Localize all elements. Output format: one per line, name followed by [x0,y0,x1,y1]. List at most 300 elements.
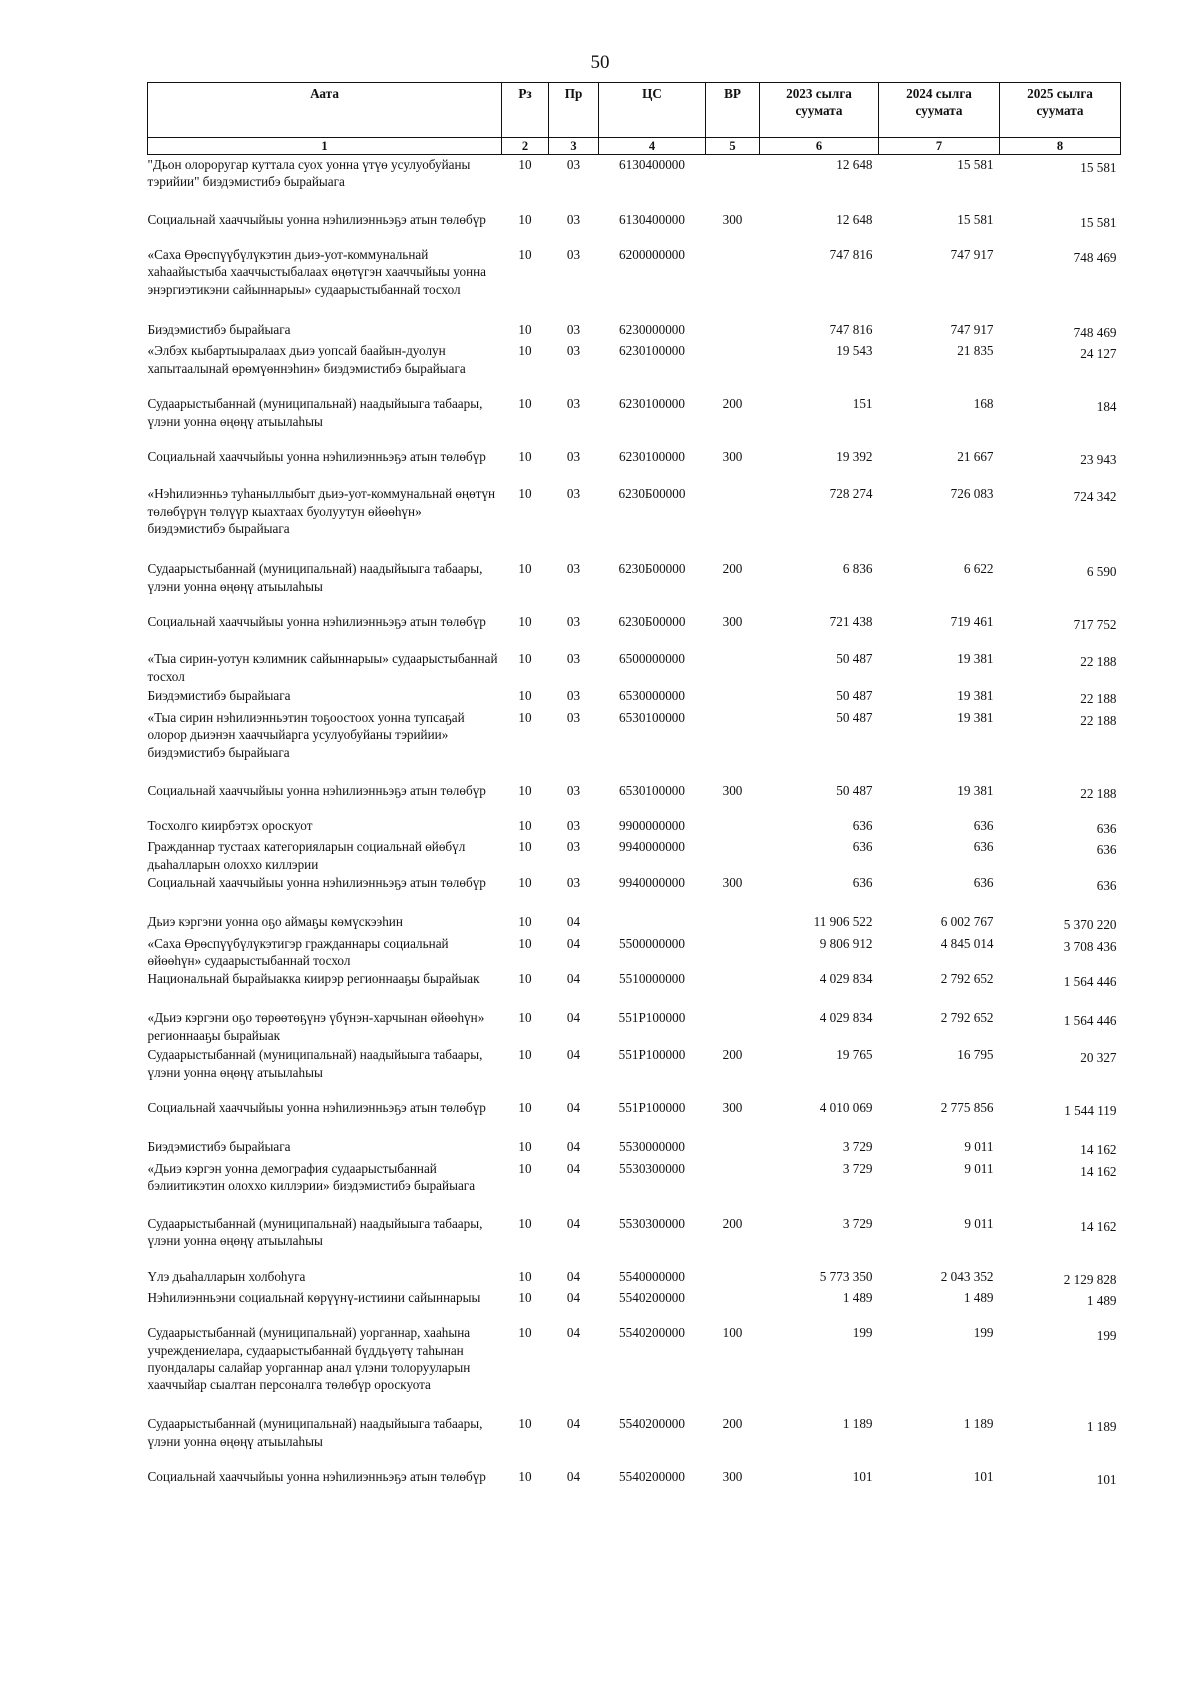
row-value-2024: 747 917 [950,322,994,337]
row-value-2024-cell [879,394,1000,447]
row-value-2025-cell [1000,969,1121,1008]
row-rz-cell: 10 [518,247,532,262]
row-value-2025-cell [1000,394,1121,447]
row-vr-cell [706,969,760,1008]
row-pr-cell: 04 [566,1268,581,1284]
row-rz-cell: 10 [518,1010,532,1026]
row-value-2023: 728 274 [829,486,873,502]
header-pr: Пр [549,83,599,138]
row-value-2025: 6 590 [1086,564,1117,580]
row-value-2025-cell [1000,210,1121,245]
row-value-2023-cell [760,1098,879,1137]
column-number: 3 [549,138,599,155]
header-cs: ЦС [599,83,706,138]
table-row [148,686,1121,707]
row-value-2025: 1 189 [1086,1419,1117,1435]
row-value-2024: 21 667 [957,449,994,465]
table-row [148,210,1121,245]
row-value-2023: 1 489 [842,1290,873,1306]
row-value-2025-cell [1000,612,1121,649]
table-row [148,155,1121,211]
table-row [148,873,1121,912]
row-rz-cell: 10 [518,817,532,833]
row-value-2023-cell [760,969,879,1008]
row-value-2025-cell [1000,484,1121,559]
table-body [148,155,1121,1499]
row-vr-cell: 300 [722,1100,743,1116]
row-value-2024: 199 [973,1325,994,1341]
row-value-2025-cell [1000,245,1121,320]
row-value-2025-cell [1000,559,1121,612]
row-vr-cell [706,708,760,781]
row-name-cell: Биэдэмистибэ бырайыага [147,322,291,337]
row-rz-cell: 10 [518,396,532,412]
row-name-cell: Үлэ дьаһалларын холбоһуга [147,1268,306,1284]
row-value-2023: 636 [852,875,873,891]
row-name-cell: Социальнай хааччыйыы уонна нэһилиэнньэҕэ атын төлөбүр [147,875,486,891]
row-value-2025-cell [1000,686,1121,707]
column-number: 1 [148,138,502,155]
row-value-2024-cell [879,1467,1000,1498]
row-rz-cell: 10 [518,1215,532,1231]
row-value-2025: 3 708 436 [1063,938,1117,954]
row-value-2025-cell [1000,155,1121,211]
row-value-2025-cell [1000,1414,1121,1467]
row-value-2023-cell [760,816,879,837]
row-value-2023-cell [760,837,879,873]
row-pr-cell: 03 [566,614,581,630]
row-value-2023-cell [760,686,879,707]
row-name-cell: Судаарыстыбаннай (муниципальнай) наадыйыыга табаары, үлэни уонна өңөңү атыылаһыы [147,1047,483,1080]
table-row [148,1159,1121,1214]
row-value-2023: 6 836 [842,561,873,577]
table-row [148,816,1121,837]
row-name-cell: Биэдэмистибэ бырайыага [147,1139,291,1155]
row-pr-cell: 04 [566,1469,581,1485]
row-value-2025: 1 544 119 [1064,1103,1117,1119]
page-number: 50 [590,52,610,73]
row-cs-cell: 5510000000 [619,971,685,987]
row-name-cell: Социальнай хааччыйыы уонна нэһилиэнньэҕэ атын төлөбүр [147,782,486,798]
row-cs-cell: 5540200000 [619,1416,685,1432]
row-value-2023-cell [760,708,879,781]
row-vr-cell [706,1288,760,1323]
row-value-2023-cell [760,612,879,649]
row-value-2024-cell [879,484,1000,559]
row-name-cell: «Элбэх кыбартыыралаах дьиэ уопсай баайын-дуолун хапытаалынай өрөмүөннэһин» биэдэмистибэ бырайыага [147,343,466,376]
row-vr-cell: 200 [722,1047,743,1063]
row-cs-cell: 9940000000 [619,839,685,855]
row-value-2023-cell [760,873,879,912]
row-name-cell: «Саха Өрөспүүбүлүкэтигэр гражданнары социальнай өйөөһүн» судаарыстыбаннай тосхол [147,935,449,968]
row-vr-cell: 200 [722,1215,743,1231]
row-rz-cell: 10 [518,1290,532,1306]
row-value-2025: 22 188 [1080,712,1117,728]
column-number: 6 [760,138,879,155]
row-value-2024: 9 011 [964,1139,994,1155]
row-rz-cell: 10 [518,1325,532,1341]
row-pr-cell: 03 [566,688,581,704]
row-pr-cell: 04 [566,1047,581,1063]
table-row [148,649,1121,686]
row-value-2024: 9 011 [964,1215,994,1231]
row-pr-cell: 04 [566,1100,581,1116]
row-vr-cell [706,912,760,933]
column-number: 2 [502,138,549,155]
row-pr-cell: 04 [566,1325,581,1341]
row-vr-cell [706,484,760,559]
row-value-2025-cell [1000,1267,1121,1288]
row-rz-cell: 10 [518,688,532,704]
row-value-2023: 50 487 [836,782,873,798]
row-value-2025: 101 [1096,1472,1117,1488]
row-value-2023: 4 029 834 [819,971,873,987]
row-value-2024: 2 792 652 [940,1010,994,1026]
row-value-2023-cell [760,1323,879,1414]
row-pr-cell: 04 [566,914,581,930]
budget-table [147,82,1121,1498]
row-value-2023: 199 [852,1325,873,1341]
row-value-2024: 2 775 856 [940,1100,994,1116]
row-value-2025-cell [1000,447,1121,484]
row-rz-cell: 10 [518,1100,532,1116]
row-name-cell: Социальнай хааччыйыы уонна нэһилиэнньэҕэ атын төлөбүр [147,1469,486,1485]
row-cs-cell: 9940000000 [619,875,685,891]
row-vr-cell [706,320,760,341]
row-value-2023-cell [760,1045,879,1098]
table-row [148,1267,1121,1288]
row-value-2025-cell [1000,341,1121,394]
row-value-2023-cell [760,447,879,484]
row-value-2024: 6 622 [963,561,994,577]
row-value-2023-cell [760,155,879,211]
header-2023: 2023 сылга суумата [760,83,879,138]
row-vr-cell [706,245,760,320]
row-name-cell: Судаарыстыбаннай (муниципальнай) наадыйыыга табаары, үлэни уонна өңөңү атыылаһыы [147,1215,483,1249]
row-name-cell: Гражданнар тустаах категорияларын социальнай өйөбүл дьаһалларын олоххо киллэрии [147,839,466,872]
row-value-2024: 636 [973,839,994,855]
row-value-2025: 748 469 [1073,325,1117,340]
row-value-2025-cell [1000,1008,1121,1045]
row-value-2025: 636 [1096,878,1117,894]
row-rz-cell: 10 [518,1160,532,1176]
row-value-2025: 1 564 446 [1063,1013,1117,1029]
row-name-cell: «Дьиэ кэргэни оҕо төрөөтөҕүнэ үбүнэн-харчынан өйөөһүн» регионнааҕы бырайыак [147,1010,485,1043]
row-vr-cell: 300 [722,212,743,227]
row-value-2025-cell [1000,781,1121,816]
row-vr-cell [706,816,760,837]
table-row [148,1137,1121,1158]
row-value-2023: 151 [852,396,873,412]
row-vr-cell [706,686,760,707]
row-name-cell: «Тыа сирин нэһилиэнньэтин тоҕоостоох уонна тупсаҕай олорор дьиэнэн хааччыйарга усулуобуйаны тэрийии» биэдэмистибэ бырайыага [147,709,465,760]
row-value-2025: 20 327 [1080,1050,1117,1066]
row-value-2023: 4 029 834 [819,1010,873,1026]
row-rz-cell: 10 [518,782,532,798]
row-value-2025-cell [1000,649,1121,686]
row-value-2024: 4 845 014 [940,935,994,951]
row-vr-cell: 200 [722,396,743,412]
row-value-2024: 19 381 [957,782,994,798]
row-name-cell: Социальнай хааччыйыы уонна нэһилиэнньэҕэ атын төлөбүр [147,212,486,227]
row-value-2025-cell [1000,1214,1121,1267]
row-vr-cell: 300 [722,614,743,630]
row-value-2023: 636 [852,839,873,855]
row-value-2024-cell [879,1288,1000,1323]
row-value-2024-cell [879,934,1000,970]
row-value-2025: 15 581 [1080,215,1117,230]
row-vr-cell [706,837,760,873]
row-value-2023: 747 816 [829,247,873,262]
table-row [148,837,1121,873]
row-value-2025: 199 [1096,1328,1117,1344]
row-value-2024-cell [879,1323,1000,1414]
row-value-2024: 2 792 652 [940,971,994,987]
row-value-2025: 22 188 [1080,654,1117,670]
row-rz-cell: 10 [518,1047,532,1063]
row-cs-cell: 5540200000 [619,1469,685,1485]
row-value-2023: 3 729 [842,1160,873,1176]
row-value-2025-cell [1000,873,1121,912]
row-vr-cell [706,155,760,211]
row-value-2024-cell [879,816,1000,837]
row-cs-cell: 9900000000 [619,817,685,833]
row-value-2024: 16 795 [957,1047,994,1063]
row-value-2023: 19 543 [836,343,873,359]
row-cs-cell: 5540000000 [619,1268,685,1284]
row-pr-cell: 03 [566,449,581,465]
row-cs-cell: 6530000000 [619,688,685,704]
row-value-2023-cell [760,649,879,686]
row-value-2024-cell [879,1137,1000,1158]
row-value-2025-cell [1000,837,1121,873]
row-name-cell: Тосхолго киирбэтэх ороскуот [147,817,313,833]
row-rz-cell: 10 [518,614,532,630]
row-value-2024-cell [879,245,1000,320]
row-value-2023-cell [760,1267,879,1288]
row-value-2024: 21 835 [957,343,994,359]
row-name-cell: Судаарыстыбаннай (муниципальнай) уорганнар, хааһына учреждениелара, судаарыстыбаннай бүддьүөтү таһынан пуондалары салайар уорганнар анал үлэни толорууларын хааччыйар сыалтан персоналга төлөбүр ороскуота [147,1325,471,1393]
row-value-2024: 726 083 [950,486,994,502]
row-value-2025: 22 188 [1080,785,1117,801]
row-value-2023-cell [760,559,879,612]
row-value-2024: 2 043 352 [940,1268,994,1284]
row-rz-cell: 10 [518,875,532,891]
row-pr-cell: 03 [566,157,581,172]
row-value-2024-cell [879,320,1000,341]
table-row [148,612,1121,649]
row-rz-cell: 10 [518,914,532,930]
row-value-2024-cell [879,1214,1000,1267]
row-value-2023: 636 [852,817,873,833]
table-row [148,1288,1121,1323]
row-pr-cell: 04 [566,1290,581,1306]
row-name-cell: Социальнай хааччыйыы уонна нэһилиэнньэҕэ атын төлөбүр [147,449,486,465]
row-value-2025-cell [1000,1137,1121,1158]
row-value-2025-cell [1000,1323,1121,1414]
row-rz-cell: 10 [518,449,532,465]
row-value-2023-cell [760,394,879,447]
row-vr-cell: 200 [722,561,743,577]
row-pr-cell: 03 [566,212,581,227]
row-value-2023: 19 392 [836,449,873,465]
row-rz-cell: 10 [518,561,532,577]
row-rz-cell: 10 [518,1268,532,1284]
row-value-2023: 101 [852,1469,873,1485]
table-row [148,559,1121,612]
row-value-2024: 101 [973,1469,994,1485]
row-vr-cell [706,934,760,970]
row-value-2024-cell [879,837,1000,873]
row-vr-cell [706,1159,760,1214]
row-value-2025: 717 752 [1073,617,1117,633]
row-value-2023-cell [760,484,879,559]
row-value-2023-cell [760,320,879,341]
table-row [148,708,1121,781]
row-pr-cell: 03 [566,651,581,667]
row-value-2025-cell [1000,1098,1121,1137]
row-value-2024-cell [879,612,1000,649]
row-value-2025-cell [1000,1288,1121,1323]
row-vr-cell: 300 [722,449,743,465]
column-number: 5 [706,138,760,155]
row-pr-cell: 04 [566,1160,581,1176]
column-number: 4 [599,138,706,155]
row-pr-cell: 03 [566,396,581,412]
row-value-2024: 1 189 [963,1416,994,1432]
row-value-2024: 636 [973,817,994,833]
table-row [148,969,1121,1008]
row-value-2024: 19 381 [957,651,994,667]
header-rz: Рз [502,83,549,138]
row-rz-cell: 10 [518,1469,532,1485]
row-value-2025-cell [1000,912,1121,933]
row-cs-cell: 5540200000 [619,1290,685,1306]
row-value-2025: 15 581 [1080,160,1117,175]
row-value-2025-cell [1000,1159,1121,1214]
row-name-cell: «Дьиэ кэргэн уонна демография судаарыстыбаннай бэлиитикэтин олоххо киллэрии» биэдэмистибэ бырайыага [147,1160,476,1194]
row-value-2025: 636 [1096,842,1117,858]
row-value-2023: 3 729 [842,1139,873,1155]
column-number: 8 [1000,138,1121,155]
row-name-cell: Судаарыстыбаннай (муниципальнай) наадыйыыга табаары, үлэни уонна өңөңү атыылаһыы [147,1416,483,1449]
row-rz-cell: 10 [518,212,532,227]
row-name-cell: «Тыа сирин-уотун кэлимник сайыннарыы» судаарыстыбаннай тосхол [147,651,498,684]
row-value-2024-cell [879,1159,1000,1214]
row-name-cell: Нэһилиэнньэни социальнай көрүүнү-истиини сайыннарыы [147,1290,481,1306]
table-row [148,1467,1121,1498]
row-cs-cell: 6230000000 [619,322,685,337]
row-rz-cell: 10 [518,1416,532,1432]
row-vr-cell: 300 [722,875,743,891]
row-rz-cell: 10 [518,157,532,172]
row-vr-cell [706,1008,760,1045]
row-rz-cell: 10 [518,343,532,359]
row-pr-cell: 04 [566,1010,581,1026]
row-cs-cell: 551Р100000 [618,1010,686,1026]
row-value-2023: 5 773 350 [819,1268,873,1284]
table-row [148,245,1121,320]
row-value-2024-cell [879,447,1000,484]
row-cs-cell [599,912,706,933]
table-row [148,1214,1121,1267]
row-cs-cell: 6200000000 [619,247,685,262]
table-row [148,1008,1121,1045]
row-value-2025: 24 127 [1080,346,1117,362]
header-2024: 2024 сылга суумата [879,83,1000,138]
row-pr-cell: 03 [566,247,581,262]
table-row [148,934,1121,970]
row-value-2025: 14 162 [1080,1163,1117,1179]
row-value-2025: 636 [1096,820,1117,836]
table-row [148,1098,1121,1137]
row-name-cell: Национальнай бырайыакка киирэр регионнааҕы бырайыак [147,971,480,987]
row-value-2023-cell [760,1288,879,1323]
row-cs-cell: 6130400000 [619,157,685,172]
row-cs-cell: 6530100000 [619,709,685,725]
row-value-2024: 15 581 [957,157,994,172]
row-rz-cell: 10 [518,971,532,987]
row-rz-cell: 10 [518,486,532,502]
row-pr-cell: 03 [566,343,581,359]
row-pr-cell: 04 [566,935,581,951]
table-header-row [148,83,1121,138]
row-value-2025-cell [1000,1045,1121,1098]
row-value-2025-cell [1000,708,1121,781]
row-cs-cell: 6230Б00000 [618,486,686,502]
row-value-2024-cell [879,210,1000,245]
row-value-2024-cell [879,1267,1000,1288]
row-vr-cell [706,1137,760,1158]
row-cs-cell: 6230100000 [619,449,685,465]
row-value-2023: 12 648 [836,157,873,172]
row-cs-cell: 6230100000 [619,343,685,359]
row-cs-cell: 6230100000 [619,396,685,412]
row-value-2025-cell [1000,1467,1121,1498]
row-rz-cell: 10 [518,651,532,667]
row-rz-cell: 10 [518,935,532,951]
row-value-2024: 19 381 [957,688,994,704]
row-value-2023-cell [760,245,879,320]
row-pr-cell: 03 [566,875,581,891]
row-value-2024-cell [879,912,1000,933]
row-cs-cell: 6530100000 [619,782,685,798]
row-value-2023: 721 438 [829,614,873,630]
table-row [148,1414,1121,1467]
row-value-2025: 22 188 [1080,691,1117,707]
row-value-2023: 747 816 [829,322,873,337]
row-pr-cell: 03 [566,839,581,855]
row-value-2024: 747 917 [950,247,994,262]
row-cs-cell: 551Р100000 [618,1047,686,1063]
row-rz-cell: 10 [518,839,532,855]
row-value-2024-cell [879,559,1000,612]
row-value-2025-cell [1000,934,1121,970]
row-rz-cell: 10 [518,1139,532,1155]
row-cs-cell: 6230Б00000 [618,561,686,577]
row-value-2025: 23 943 [1080,452,1117,468]
row-value-2024-cell [879,341,1000,394]
row-name-cell: Биэдэмистибэ бырайыага [147,688,291,704]
row-value-2024-cell [879,708,1000,781]
table-row [148,1323,1121,1414]
row-value-2025: 184 [1096,399,1117,415]
row-value-2023-cell [760,1137,879,1158]
row-value-2023: 9 806 912 [819,935,873,951]
row-value-2024: 168 [973,396,994,412]
row-cs-cell: 6500000000 [619,651,685,667]
row-value-2025: 748 469 [1073,250,1117,265]
